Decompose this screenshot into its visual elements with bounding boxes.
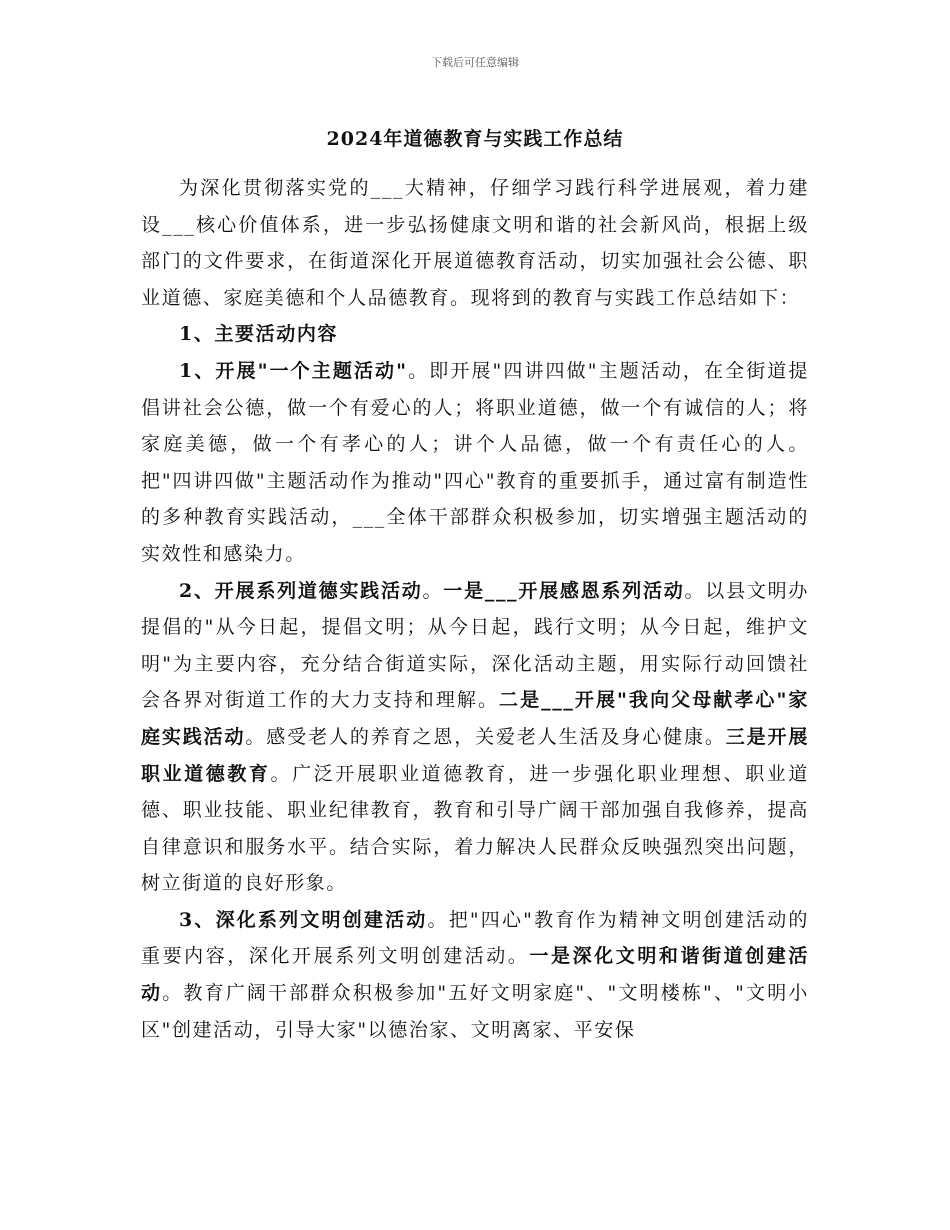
professional-ethics-lead: 三是开展职业道德教育 [141, 725, 809, 785]
gratitude-lead: 一是___开展感恩系列活动 [443, 579, 685, 602]
harmonious-street-lead: 一是深化文明和谐街道创建活动 [141, 945, 809, 1005]
professional-ethics-text: 。广泛开展职业道德教育，进一步强化职业理想、职业道德、职业技能、职业纪律教育，教育和引导广阔干部加强自我修养，提高自律意识和服务水平。结合实际，着力解决人民群众反映强烈突出问题，树立街道的良好形象。 [141, 762, 809, 895]
intro-text: 为深化贯彻落实党的___大精神，仔细学习践行科学进展观，着力建设___核心价值体系，进一步弘扬健康文明和谐的社会新风尚，根据上级部门的文件要求，在街道深化开展道德教育活动，切实加强社会公德、职业道德、家庭美德和个人品德教育。现将到的教育与实践工作总结如下： [141, 177, 809, 309]
filial-text: 。感受老人的养育之恩，关爱老人生活及身心健康。 [245, 725, 726, 748]
paragraph-moral-practice [141, 573, 809, 902]
gratitude-text: 。以县文明办提倡的"从今日起，提倡文明；从今日起，践行文明；从今日起，维护文明"为主要内容，充分结合街道实际，深化活动主题，用实际行动回馈社会各界对街道工作的大力支持和理解。 [141, 579, 809, 712]
paragraph-theme-activity [141, 353, 809, 573]
moral-practice-sep: 。 [422, 579, 444, 602]
document-title: 2024年道德教育与实践工作总结 [326, 128, 624, 150]
section-1-heading: 1、主要活动内容 [179, 323, 339, 346]
intro-paragraph [141, 170, 809, 316]
filial-lead: 二是___开展"我向父母献孝心"家庭实践活动 [141, 689, 810, 748]
theme-activity-lead: 1、开展"一个主题活动" [179, 359, 408, 382]
civilization-text: 。把"四心"教育作为精神文明创建活动的重要内容，深化开展系列文明创建活动。 [141, 908, 809, 968]
civilization-lead: 3、深化系列文明创建活动 [179, 908, 428, 931]
document-body [141, 170, 809, 1048]
page-header-note: 下载后可任意编辑 [431, 56, 519, 69]
section-heading [141, 316, 809, 353]
moral-practice-lead: 2、开展系列道德实践活动 [179, 579, 423, 602]
harmonious-street-text: 。教育广阔干部群众积极参加"五好文明家庭"、"文明楼栋"、"文明小区"创建活动，引导大家"以德治家、文明离家、平安保 [141, 982, 810, 1041]
paragraph-civilization-creation [141, 902, 809, 1048]
theme-activity-text: 。即开展"四讲四做"主题活动，在全街道提倡讲社会公德，做一个有爱心的人；将职业道德，做一个有诚信的人；将家庭美德，做一个有孝心的人；讲个人品德，做一个有责任心的人。把"四讲四做"主题活动作为推动"四心"教育的重要抓手，通过富有制造性的多种教育实践活动，___全体干部群众积极参加，切实增强主题活动的实效性和感染力。 [141, 359, 810, 565]
